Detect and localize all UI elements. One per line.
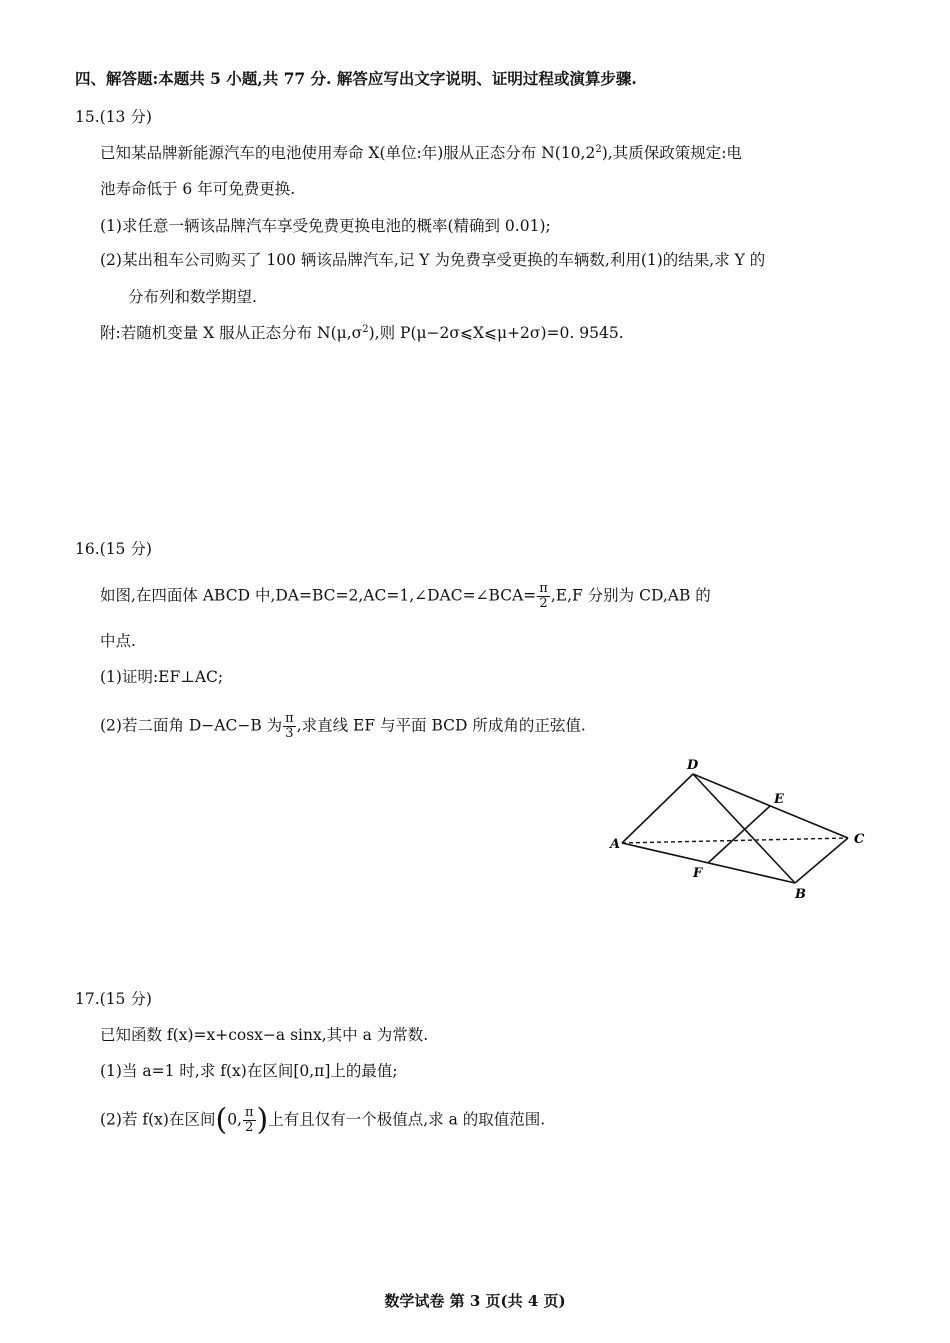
q15-line2: 池寿命低于 6 年可免费更换. xyxy=(100,180,296,198)
q17-number: 17.(15 分) xyxy=(75,990,152,1008)
label-F: F xyxy=(693,866,703,881)
q17-fraction-pi-over-2: $\frac{\pi}{2}$ xyxy=(244,1105,254,1135)
q17-part1: (1)当 a=1 时,求 f(x)在区间[0,π]上的最值; xyxy=(100,1062,398,1080)
q16-fraction-pi-over-3: $\frac{\pi}{3}$ xyxy=(285,711,294,741)
q16-number: 16.(15 分) xyxy=(75,540,152,558)
q16-part1: (1)证明:EF⊥AC; xyxy=(100,668,224,686)
label-B: B xyxy=(795,887,806,902)
q17-part2: (2)若 f(x)在区间(0, $\frac{\pi}{2}$ )上有且仅有一个极值点,求 a 的取值范围. xyxy=(100,1102,546,1138)
label-D: D xyxy=(687,758,699,773)
edge-DC xyxy=(693,774,848,838)
q15-part1: (1)求任意一辆该品牌汽车享受免费更换电池的概率(精确到 0.01); xyxy=(100,217,551,235)
label-E: E xyxy=(774,792,784,807)
label-C: C xyxy=(854,832,865,847)
segment-EF xyxy=(708,806,770,863)
section-heading: 四、解答题:本题共 5 小题,共 77 分. 解答应写出文字说明、证明过程或演算步骤. xyxy=(75,69,637,88)
q15-part2-line1: (2)某出租车公司购买了 100 辆该品牌汽车,记 Y 为免费享受更换的车辆数,利用(1)的结果,求 Y 的 xyxy=(100,251,766,269)
label-A: A xyxy=(610,837,621,852)
edge-DB xyxy=(693,774,795,883)
page-footer: 数学试卷 第 3 页(共 4 页) xyxy=(384,1292,566,1310)
q16-part2: (2)若二面角 D−AC−B 为 $\frac{\pi}{3}$ ,求直线 EF 与平面 BCD 所成角的正弦值. xyxy=(100,711,586,741)
edge-AD xyxy=(622,774,693,843)
q16-line1: 如图,在四面体 ABCD 中,DA=BC=2,AC=1,∠DAC=∠BCA= $\frac{\pi}{2}$ ,E,F 分别为 CD,AB 的 xyxy=(100,581,711,611)
tetrahedron-figure xyxy=(600,755,880,905)
q15-line1: 已知某品牌新能源汽车的电池使用寿命 X(单位:年)服从正态分布 N(10,2$^2$),其质保政策规定:电 xyxy=(100,144,742,162)
q17-line1: 已知函数 f(x)=x+cosx−a sinx,其中 a 为常数. xyxy=(100,1026,429,1044)
edge-CB xyxy=(795,838,848,883)
q16-line2: 中点. xyxy=(100,632,136,650)
q16-fraction-pi-over-2: $\frac{\pi}{2}$ xyxy=(539,581,548,611)
q15-number: 15.(13 分) xyxy=(75,108,152,126)
q15-part2-line2: 分布列和数学期望. xyxy=(128,288,257,306)
q15-appendix: 附:若随机变量 X 服从正态分布 $N(\mu,\sigma^2)$,则 P(μ−2σ⩽X⩽μ+2σ)=0. 9545. xyxy=(100,324,624,342)
